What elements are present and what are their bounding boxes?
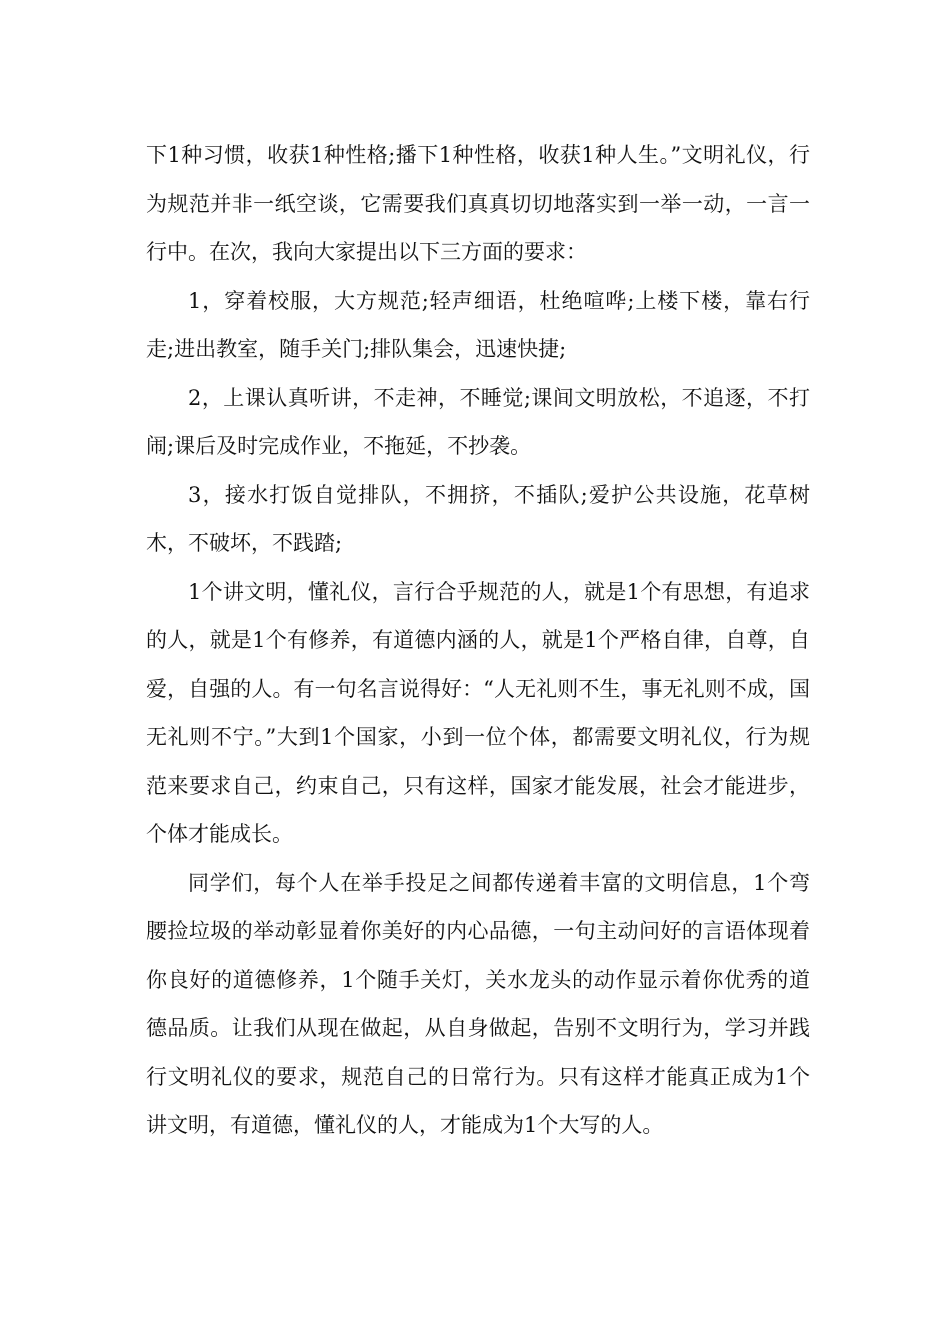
document-body bbox=[146, 131, 810, 1150]
paragraph-civilized-person: 1个讲文明，懂礼仪，言行合乎规范的人，就是1个有思想，有追求的人，就是1个有修养，有道德内涵的人，就是1个严格自律，自尊，自爱，自强的人。有一句名言说得好：“人无礼则不生，事无礼则不成，国无礼则不宁。”大到1个国家，小到一位个体，都需要文明礼仪，行为规范来要求自己，约束自己，只有这样，国家才能发展，社会才能进步，个体才能成长。 bbox=[146, 579, 810, 846]
paragraph-requirement-1: 1，穿着校服，大方规范;轻声细语，杜绝喧哗;上楼下楼，靠右行走;进出教室，随手关门;排队集会，迅速快捷; bbox=[146, 288, 810, 361]
paragraph-continuation: 下1种习惯，收获1种性格;播下1种性格，收获1种人生。”文明礼仪，行为规范并非一纸空谈，它需要我们真真切切地落实到一举一动，一言一行中。在次，我向大家提出以下三方面的要求： bbox=[146, 143, 810, 264]
paragraph-requirement-2: 2，上课认真听讲，不走神，不睡觉;课间文明放松，不追逐，不打闹;课后及时完成作业，不拖延，不抄袭。 bbox=[146, 385, 810, 458]
paragraph-requirement-3: 3，接水打饭自觉排队，不拥挤，不插队;爱护公共设施，花草树木，不破坏，不践踏; bbox=[146, 482, 810, 555]
paragraph-closing: 同学们，每个人在举手投足之间都传递着丰富的文明信息，1个弯腰捡垃圾的举动彰显着你美好的内心品德，一句主动问好的言语体现着你良好的道德修养，1个随手关灯，关水龙头的动作显示着你优秀的道德品质。让我们从现在做起，从自身做起，告别不文明行为，学习并践行文明礼仪的要求，规范自己的日常行为。只有这样才能真正成为1个讲文明，有道德，懂礼仪的人，才能成为1个大写的人。 bbox=[146, 870, 810, 1137]
